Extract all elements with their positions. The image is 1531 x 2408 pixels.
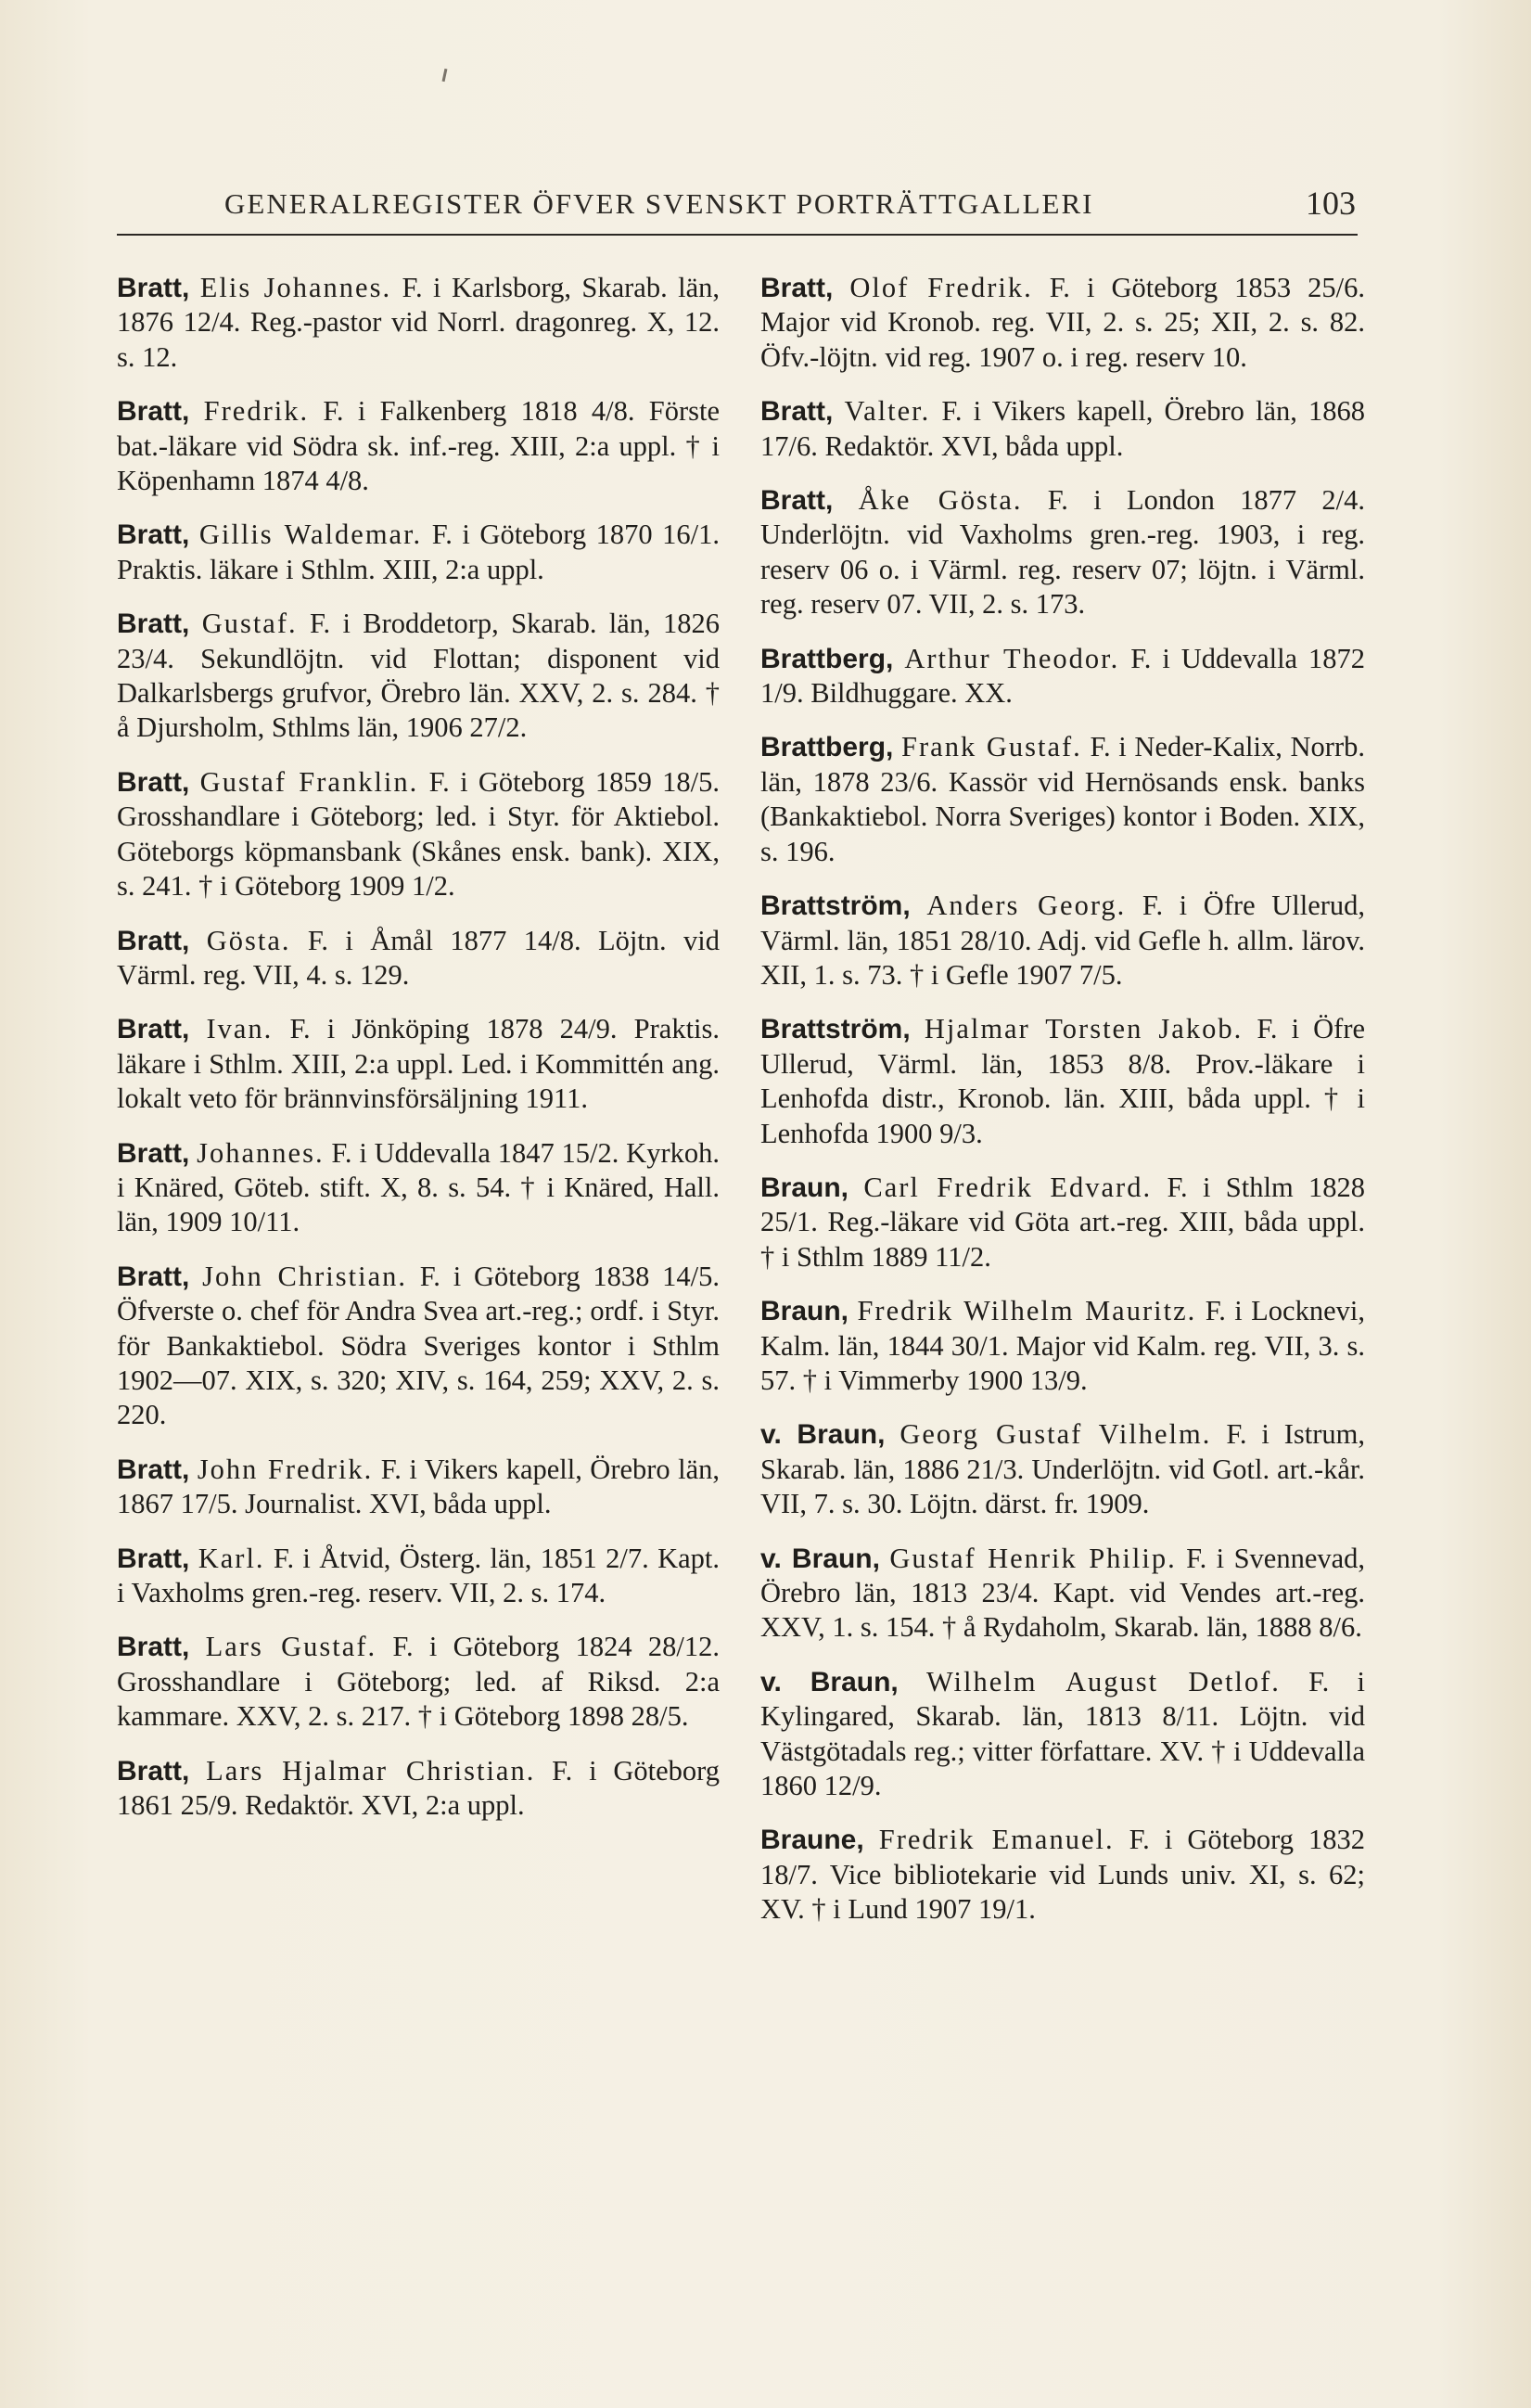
register-entry: [760, 1294, 1365, 1398]
entry-paragraph: [117, 765, 720, 904]
entry-surname: Braun,: [760, 1296, 849, 1327]
entry-details: F. i Kylingared, Skarab. län, 1813 8/11. Löjtn. vid Västgötadals reg.; vitter författare. XV. † i Uddevalla 1860 12/9.: [760, 1665, 1366, 1802]
entry-details: F. i Göteborg 1859 18/5. Grosshandlare i Göteborg; led. i Styr. för Aktiebol. Göteborgs köpmansbank (Skånes ensk. bank). XIX, s. 241. † i Göteborg 1909 1/2.: [117, 765, 721, 903]
entry-details: F. i Locknevi, Kalm. län, 1844 30/1. Major vid Kalm. reg. VII, 3. s. 57. † i Vimmerby 1900 13/9.: [760, 1295, 1365, 1396]
register-entry: [117, 394, 720, 498]
entry-details: F. i Vikers kapell, Örebro län, 1867 17/5. Journalist. XVI, båda uppl.: [117, 1453, 721, 1520]
entry-details: F. i Jönköping 1878 24/9. Praktis. läkare i Sthlm. XIII, 2:a uppl. Led. i Kommittén ang. lokalt veto för brännvinsförsäljning 1911.: [117, 1013, 721, 1115]
entry-surname: Brattberg,: [760, 732, 894, 763]
entry-given-names: Fredrik Emanuel.: [878, 1824, 1115, 1856]
entry-given-names: Olof Fredrik.: [849, 272, 1033, 303]
entry-given-names: Gustaf.: [201, 608, 298, 640]
entry-surname: Braun,: [760, 1172, 849, 1203]
entry-surname: Bratt,: [760, 396, 834, 428]
entry-given-names: Georg Gustaf Vilhelm.: [899, 1418, 1212, 1451]
entry-details: F. i Göteborg 1853 25/6. Major vid Kronob. reg. VII, 2. s. 25; XII, 2. s. 82. Öfv.-löjtn. vid reg. 1907 o. i reg. reserv 10.: [760, 272, 1365, 373]
entry-paragraph: [760, 1417, 1365, 1521]
entry-paragraph: [117, 394, 720, 498]
entry-paragraph: [760, 1665, 1365, 1804]
entry-surname: Bratt,: [117, 766, 190, 798]
entry-surname: v. Braun,: [760, 1543, 880, 1574]
entry-given-names: Åke Gösta.: [858, 484, 1023, 517]
entry-paragraph: [760, 1542, 1365, 1646]
register-entry: [760, 1823, 1365, 1927]
register-entry: [760, 1542, 1365, 1646]
left-column: [117, 271, 720, 1842]
entry-surname: Bratt,: [117, 1632, 190, 1663]
entry-details: F. i Uddevalla 1872 1/9. Bildhuggare. XX.: [760, 642, 1366, 710]
entry-surname: Bratt,: [117, 1454, 190, 1485]
entry-given-names: Arthur Theodor.: [904, 642, 1120, 674]
entry-given-names: Valter.: [844, 395, 931, 428]
entry-paragraph: [117, 924, 720, 993]
entry-given-names: Frank Gustaf.: [901, 731, 1082, 763]
entry-details: F. i Sthlm 1828 25/1. Reg.-läkare vid Göta art.-reg. XIII, båda uppl. † i Sthlm 1889 11/2.: [760, 1171, 1366, 1273]
entry-given-names: Fredrik Wilhelm Mauritz.: [857, 1295, 1197, 1327]
register-entry: [117, 1453, 720, 1522]
entry-surname: Bratt,: [117, 273, 190, 303]
register-entry: [760, 1012, 1365, 1151]
entry-surname: Bratt,: [117, 1137, 190, 1169]
entry-details: F. i Öfre Ullerud, Värml. län, 1853 8/8. Prov.-läkare i Lenhofda distr., Kronob. län. XIII, båda uppl. † i Lenhofda 1900 9/3.: [760, 1013, 1366, 1149]
register-entry: [117, 1260, 720, 1433]
entry-paragraph: [117, 271, 720, 375]
entry-given-names: Carl Fredrik Edvard.: [863, 1171, 1153, 1203]
entry-paragraph: [117, 1136, 720, 1240]
register-entry: [760, 483, 1365, 622]
entry-paragraph: [760, 730, 1365, 869]
entry-details: F. i Falkenberg 1818 4/8. Förste bat.-läkare vid Södra sk. inf.-reg. XIII, 2:a uppl. † i Köpenhamn 1874 4/8.: [117, 395, 721, 497]
register-entry: [117, 1136, 720, 1240]
entry-surname: Bratt,: [117, 1261, 190, 1292]
entry-given-names: Gustaf Henrik Philip.: [889, 1542, 1177, 1574]
entry-details: F. i Neder-Kalix, Norrb. län, 1878 23/6. Kassör vid Hernösands ensk. banks (Bankaktiebol. Norra Sveriges) kontor i Boden. XIX, s. 196.: [760, 731, 1365, 867]
entry-paragraph: [117, 1453, 720, 1522]
right-column: [760, 271, 1365, 1947]
entry-paragraph: [117, 518, 720, 587]
entry-given-names: Fredrik.: [203, 395, 310, 428]
register-entry: [760, 642, 1365, 711]
entry-given-names: Hjalmar Torsten Jakob.: [924, 1013, 1244, 1045]
entry-paragraph: [760, 1171, 1365, 1274]
entry-details: F. i Istrum, Skarab. län, 1886 21/3. Underlöjtn. vid Gotl. art.-kår. VII, 7. s. 30. Löjtn. därst. fr. 1909.: [760, 1418, 1366, 1520]
entry-surname: Bratt,: [117, 1755, 190, 1787]
entry-paragraph: [117, 1542, 720, 1611]
entry-paragraph: [117, 1630, 720, 1734]
entry-surname: Bratt,: [117, 519, 190, 551]
entry-details: F. i Göteborg 1838 14/5. Öfverste o. chef för Andra Svea art.-reg.; ordf. i Styr. för Bankaktiebol. Södra Sveriges kontor i Sthlm 1902—07. XIX, s. 320; XIV, s. 164, 259; XXV, 2. s. 220.: [117, 1260, 720, 1431]
register-entry: [117, 271, 720, 375]
register-entry: [760, 394, 1365, 464]
entry-details: F. i Göteborg 1861 25/9. Redaktör. XVI, 2:a uppl.: [117, 1754, 721, 1822]
entry-paragraph: [760, 483, 1365, 622]
running-title: GENERALREGISTER ÖFVER SVENSKT PORTRÄTTGALLERI: [224, 187, 1094, 220]
entry-given-names: Karl.: [198, 1542, 265, 1574]
entry-paragraph: [760, 1294, 1365, 1398]
register-entry: [117, 765, 720, 904]
entry-given-names: Ivan.: [206, 1013, 274, 1045]
entry-surname: Braune,: [760, 1825, 864, 1856]
register-entry: [760, 271, 1365, 375]
register-entry: [760, 1171, 1365, 1274]
entry-surname: v. Braun,: [760, 1666, 899, 1697]
register-entry: [117, 1542, 720, 1611]
entry-given-names: Gustaf Franklin.: [199, 765, 419, 798]
entry-given-names: Lars Gustaf.: [205, 1631, 377, 1663]
entry-surname: Bratt,: [117, 1014, 190, 1045]
entry-surname: Bratt,: [117, 1543, 190, 1574]
entry-surname: Bratt,: [760, 273, 834, 303]
entry-paragraph: [760, 271, 1365, 375]
entry-paragraph: [117, 1012, 720, 1116]
entry-details: F. i Göteborg 1832 18/7. Vice bibliotekarie vid Lunds univ. XI, s. 62; XV. † i Lund 1907 19/1.: [760, 1824, 1366, 1926]
entry-paragraph: [117, 607, 720, 746]
register-entry: [117, 607, 720, 746]
entry-surname: Bratt,: [117, 608, 190, 640]
register-entry: [760, 1417, 1365, 1521]
entry-details: F. i Åmål 1877 14/8. Löjtn. vid Värml. reg. VII, 4. s. 129.: [117, 924, 721, 991]
register-entry: [117, 1012, 720, 1116]
entry-paragraph: [117, 1260, 720, 1433]
entry-given-names: Gösta.: [206, 924, 291, 956]
entry-paragraph: [760, 1012, 1365, 1151]
entry-details: F. i Åtvid, Österg. län, 1851 2/7. Kapt. i Vaxholms gren.-reg. reserv. VII, 2. s. 174.: [117, 1542, 721, 1608]
entry-paragraph: [117, 1754, 720, 1824]
entry-paragraph: [760, 642, 1365, 711]
entry-details: F. i London 1877 2/4. Underlöjtn. vid Vaxholms gren.-reg. 1903, i reg. reserv 06 o. i Värml. reg. reserv 07; löjtn. i Värml. reg. reserv 07. VII, 2. s. 173.: [760, 484, 1365, 621]
entry-surname: Brattberg,: [760, 643, 894, 674]
register-entry: [117, 1630, 720, 1734]
entry-details: F. i Broddetorp, Skarab. län, 1826 23/4. Sekundlöjtn. vid Flottan; disponent vid Dalkarlsbergs grufvor, Örebro län. XXV, 2. s. 284. † å Djursholm, Sthlms län, 1906 27/2.: [117, 608, 721, 744]
register-entry: [760, 1665, 1365, 1804]
entry-details: F. i Svennevad, Örebro län, 1813 23/4. Kapt. vid Vendes art.-reg. XXV, 1. s. 154. † å Rydaholm, Skarab. län, 1888 8/6.: [760, 1542, 1366, 1644]
running-head: [117, 184, 1358, 236]
entry-details: F. i Öfre Ullerud, Värml. län, 1851 28/10. Adj. vid Gefle h. allm. lärov. XII, 1. s. 73. † i Gefle 1907 7/5.: [760, 890, 1366, 991]
entry-given-names: Anders Georg.: [926, 890, 1127, 922]
entry-given-names: Wilhelm August Detlof.: [925, 1665, 1281, 1697]
entry-paragraph: [760, 394, 1365, 464]
entry-details: F. i Karlsborg, Skarab. län, 1876 12/4. Reg.-pastor vid Norrl. dragonreg. X, 12. s. 12.: [117, 272, 721, 373]
entry-details: F. i Göteborg 1824 28/12. Grosshandlare i Göteborg; led. af Riksd. 2:a kammare. XXV, 2. s. 217. † i Göteborg 1898 28/5.: [117, 1631, 721, 1733]
entry-paragraph: [760, 1823, 1365, 1927]
entry-surname: Brattström,: [760, 890, 911, 922]
register-entry: [117, 924, 720, 993]
register-entry: [117, 518, 720, 587]
entry-surname: v. Braun,: [760, 1419, 886, 1451]
entry-surname: Bratt,: [117, 396, 190, 428]
scan-speck: [442, 69, 448, 82]
entry-details: F. i Göteborg 1870 16/1. Praktis. läkare i Sthlm. XIII, 2:a uppl.: [117, 519, 721, 585]
entry-details: F. i Uddevalla 1847 15/2. Kyrkoh. i Knäred, Göteb. stift. X, 8. s. 54. † i Knäred, Hall. län, 1909 10/11.: [117, 1136, 720, 1238]
entry-details: F. i Vikers kapell, Örebro län, 1868 17/6. Redaktör. XVI, båda uppl.: [760, 395, 1366, 462]
entry-given-names: Johannes.: [197, 1136, 325, 1169]
page-number: 103: [1306, 185, 1356, 222]
entry-given-names: Lars Hjalmar Christian.: [206, 1754, 536, 1787]
register-entry: [760, 730, 1365, 869]
entry-paragraph: [760, 889, 1365, 993]
register-entry: [117, 1754, 720, 1824]
entry-surname: Bratt,: [117, 925, 190, 956]
entry-given-names: Gillis Waldemar.: [198, 519, 423, 551]
register-entry: [760, 889, 1365, 993]
entry-given-names: John Fredrik.: [197, 1453, 374, 1485]
entry-surname: Brattström,: [760, 1014, 911, 1045]
entry-given-names: Elis Johannes.: [199, 272, 392, 303]
entry-given-names: John Christian.: [202, 1260, 407, 1292]
entry-surname: Bratt,: [760, 485, 834, 517]
